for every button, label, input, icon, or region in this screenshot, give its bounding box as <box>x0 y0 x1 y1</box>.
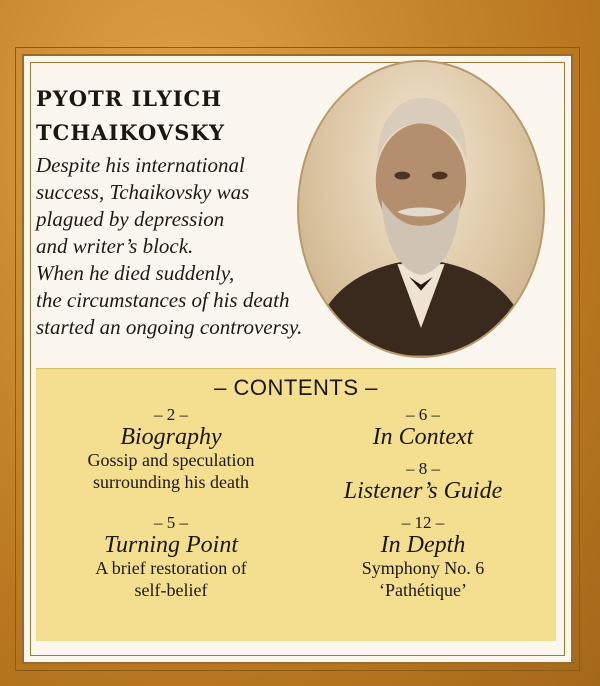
section-title: Biography <box>120 424 222 450</box>
contents-entry-turning-point[interactable] <box>46 513 296 601</box>
section-title: Turning Point <box>103 532 239 558</box>
composer-name <box>36 82 225 150</box>
intro-line: When he died suddenly, <box>36 261 235 285</box>
contents-heading: – CONTENTS – <box>214 375 378 400</box>
contents-entry-listeners-guide[interactable] <box>298 459 548 503</box>
page-number: – 12 – <box>401 513 445 532</box>
intro-line: and writer’s block. <box>36 234 194 258</box>
section-title: In Depth <box>380 532 466 558</box>
section-description: Symphony No. 6 <box>361 558 485 578</box>
section-description: surrounding his death <box>93 472 249 492</box>
page-number: – 8 – <box>406 459 440 478</box>
section-title: In Context <box>372 424 474 450</box>
intro-line: Despite his international <box>36 153 245 177</box>
contents-entry-in-depth[interactable] <box>298 513 548 601</box>
composer-name-line1: PYOTR ILYICH <box>36 86 223 111</box>
intro-line: plagued by depression <box>36 207 225 231</box>
portrait-photo <box>297 60 545 358</box>
intro-line: success, Tchaikovsky was <box>36 180 250 204</box>
page-number: – 6 – <box>406 405 440 424</box>
section-description: self-belief <box>134 580 208 600</box>
page-number: – 5 – <box>154 513 188 532</box>
portrait-illustration <box>299 62 543 356</box>
section-title: Listener’s Guide <box>343 478 503 504</box>
section-description: A brief restoration of <box>95 558 247 578</box>
intro-line: started an ongoing controversy. <box>36 315 303 339</box>
intro-text <box>36 152 336 341</box>
composer-name-line2: TCHAIKOVSKY <box>36 120 226 145</box>
intro-line: the circumstances of his death <box>36 288 290 312</box>
section-description: ‘Pathétique’ <box>379 580 467 600</box>
contents-box <box>36 368 556 641</box>
contents-entry-in-context[interactable] <box>298 405 548 449</box>
contents-entry-biography[interactable] <box>46 405 296 493</box>
section-description: Gossip and speculation <box>87 450 255 470</box>
page-number: – 2 – <box>154 405 188 424</box>
